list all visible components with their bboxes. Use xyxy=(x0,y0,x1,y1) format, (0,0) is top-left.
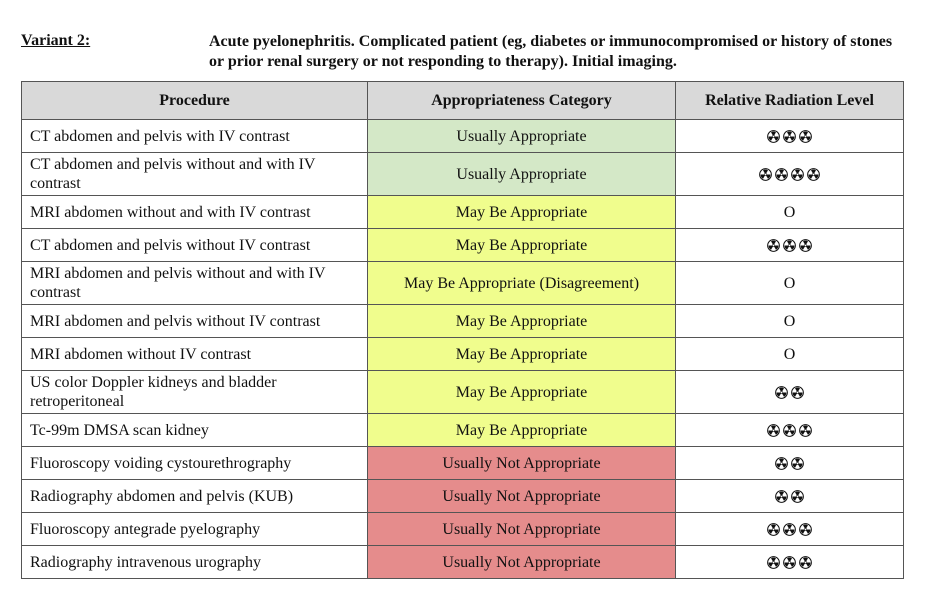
category-cell: May Be Appropriate xyxy=(368,338,676,371)
procedure-cell: CT abdomen and pelvis without IV contrast xyxy=(22,229,368,262)
table-row xyxy=(22,447,904,480)
category-cell: Usually Not Appropriate xyxy=(368,480,676,513)
radiation-level-cell xyxy=(676,546,904,579)
radiation-icon xyxy=(791,168,804,181)
table-row xyxy=(22,513,904,546)
category-cell: Usually Not Appropriate xyxy=(368,546,676,579)
zero-radiation-symbol: O xyxy=(783,345,796,363)
procedure-cell: CT abdomen and pelvis with IV contrast xyxy=(22,120,368,153)
category-cell: May Be Appropriate (Disagreement) xyxy=(368,262,676,305)
radiation-level-cell xyxy=(676,480,904,513)
procedure-cell: Fluoroscopy voiding cystourethrography xyxy=(22,447,368,480)
table-row xyxy=(22,262,904,305)
radiation-level-cell xyxy=(676,414,904,447)
radiation-icon xyxy=(791,386,804,399)
header-category: Appropriateness Category xyxy=(368,82,676,120)
radiation-icon xyxy=(767,424,780,437)
radiation-icon xyxy=(791,457,804,470)
procedure-cell: Fluoroscopy antegrade pyelography xyxy=(22,513,368,546)
variant-label: Variant 2: xyxy=(21,32,91,49)
radiation-level-cell xyxy=(676,196,904,229)
procedure-cell: Radiography intravenous urography xyxy=(22,546,368,579)
radiation-icon xyxy=(791,490,804,503)
table-row xyxy=(22,229,904,262)
table-row xyxy=(22,153,904,196)
category-cell: Usually Appropriate xyxy=(368,153,676,196)
zero-radiation-symbol: O xyxy=(783,203,796,221)
table-row xyxy=(22,196,904,229)
radiation-icon xyxy=(783,424,796,437)
table-row xyxy=(22,414,904,447)
radiation-level-cell xyxy=(676,338,904,371)
procedure-cell: Tc-99m DMSA scan kidney xyxy=(22,414,368,447)
radiation-icon xyxy=(775,457,788,470)
header-radiation: Relative Radiation Level xyxy=(676,82,904,120)
radiation-level-cell xyxy=(676,229,904,262)
procedure-cell: MRI abdomen without IV contrast xyxy=(22,338,368,371)
radiation-level-cell xyxy=(676,513,904,546)
variant-description: Acute pyelonephritis. Complicated patient (eg, diabetes or immunocompromised or history of stones or prior renal surgery or not responding to therapy). Initial imaging. xyxy=(209,33,893,70)
radiation-level-cell xyxy=(676,305,904,338)
table-row xyxy=(22,371,904,414)
appropriateness-table xyxy=(21,81,904,579)
radiation-icon xyxy=(767,556,780,569)
zero-radiation-symbol: O xyxy=(783,274,796,292)
procedure-cell: CT abdomen and pelvis without and with IV contrast xyxy=(22,153,368,196)
category-cell: Usually Not Appropriate xyxy=(368,447,676,480)
radiation-icon xyxy=(775,168,788,181)
radiation-icon xyxy=(775,490,788,503)
radiation-icon xyxy=(783,556,796,569)
radiation-icon xyxy=(807,168,820,181)
radiation-level-cell xyxy=(676,120,904,153)
category-cell: May Be Appropriate xyxy=(368,371,676,414)
radiation-level-cell xyxy=(676,447,904,480)
radiation-icon xyxy=(783,523,796,536)
zero-radiation-symbol: O xyxy=(783,312,796,330)
radiation-icon xyxy=(799,239,812,252)
radiation-icon xyxy=(767,523,780,536)
procedure-cell: MRI abdomen and pelvis without and with IV contrast xyxy=(22,262,368,305)
header-procedure: Procedure xyxy=(22,82,368,120)
radiation-level-cell xyxy=(676,262,904,305)
category-cell: Usually Appropriate xyxy=(368,120,676,153)
radiation-level-cell xyxy=(676,371,904,414)
table-header-row xyxy=(22,82,904,120)
radiation-icon xyxy=(775,386,788,399)
radiation-icon xyxy=(799,523,812,536)
category-cell: May Be Appropriate xyxy=(368,414,676,447)
category-cell: May Be Appropriate xyxy=(368,229,676,262)
procedure-cell: MRI abdomen without and with IV contrast xyxy=(22,196,368,229)
radiation-icon xyxy=(767,239,780,252)
radiation-icon xyxy=(783,130,796,143)
radiation-icon xyxy=(783,239,796,252)
table-row xyxy=(22,120,904,153)
table-row xyxy=(22,546,904,579)
category-cell: Usually Not Appropriate xyxy=(368,513,676,546)
procedure-cell: MRI abdomen and pelvis without IV contrast xyxy=(22,305,368,338)
radiation-icon xyxy=(799,556,812,569)
radiation-icon xyxy=(767,130,780,143)
table-row xyxy=(22,480,904,513)
radiation-icon xyxy=(799,130,812,143)
category-cell: May Be Appropriate xyxy=(368,305,676,338)
table-row xyxy=(22,338,904,371)
radiation-icon xyxy=(759,168,772,181)
category-cell: May Be Appropriate xyxy=(368,196,676,229)
radiation-icon xyxy=(799,424,812,437)
procedure-cell: Radiography abdomen and pelvis (KUB) xyxy=(22,480,368,513)
procedure-cell: US color Doppler kidneys and bladder retroperitoneal xyxy=(22,371,368,414)
radiation-level-cell xyxy=(676,153,904,196)
table-row xyxy=(22,305,904,338)
